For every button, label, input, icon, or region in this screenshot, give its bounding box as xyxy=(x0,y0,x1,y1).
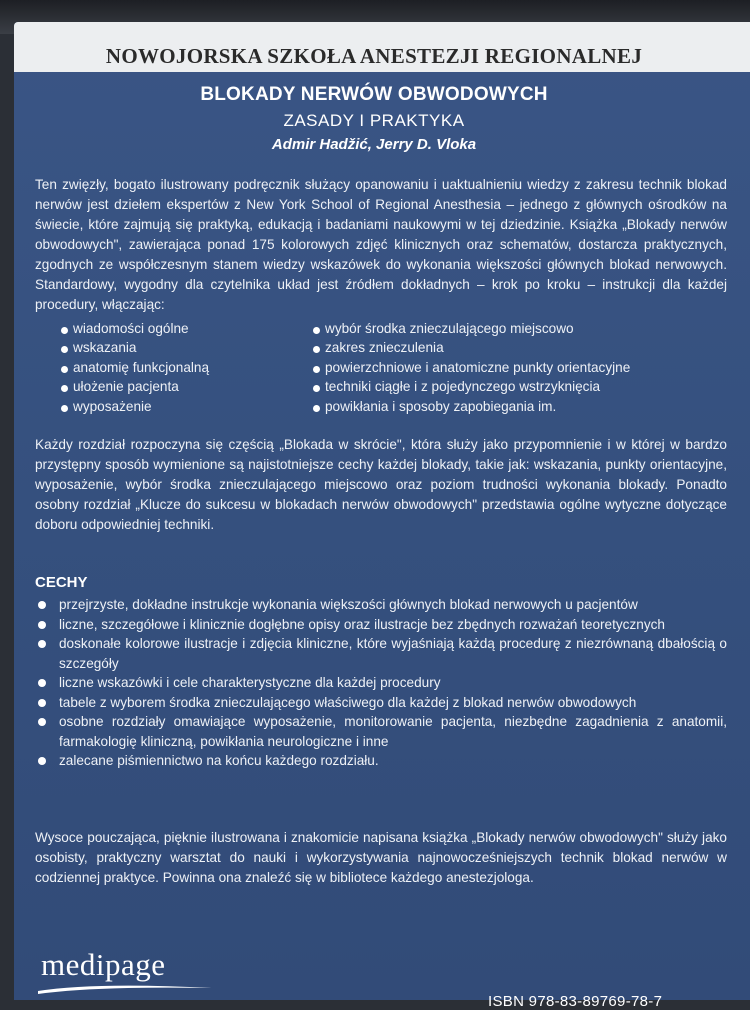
list-item: liczne wskazówki i cele charakterystyczne dla każdej procedury xyxy=(35,673,727,693)
list-item: osobne rozdziały omawiające wyposażenie, monitorowanie pacjenta, niezbędne zagadnienia z anatomii, farmakologię kliniczną, powikłania neurologiczne i inne xyxy=(35,712,727,751)
book-title: BLOKADY NERWÓW OBWODOWYCH xyxy=(200,84,548,105)
chapter-paragraph: Każdy rozdział rozpoczyna się częścią „Blokada w skrócie", która służy jako przypomnienie i w której w bardzo przystępny sposób wymienione są najistotniejsze cechy każdej blokady, takie jak: wskazania, punkty orientacyjne, wyposażenie, wybór środka znieczulającego miejscowo oraz poziom trudności wykonania blokady. Ponadto osobny rozdział „Klucze do sukcesu w blokadach nerwów obwodowych" przedstawia ogólne wytyczne dotyczące doboru odpowiedniej techniki. xyxy=(35,437,727,532)
features-list xyxy=(35,595,727,771)
list-item: powikłania i sposoby zapobiegania im. xyxy=(311,399,711,418)
list-item: anatomię funkcjonalną xyxy=(59,360,311,379)
list-item: zalecane piśmiennictwo na końcu każdego rozdziału. xyxy=(35,751,727,771)
list-item: ułożenie pacjenta xyxy=(59,379,311,398)
series-title: NOWOJORSKA SZKOŁA ANESTEZJI REGIONALNEJ xyxy=(105,44,643,68)
isbn-number: ISBN 978-83-89769-78-7 xyxy=(488,993,663,1010)
list-item: wyposażenie xyxy=(59,399,311,418)
list-item: doskonałe kolorowe ilustracje i zdjęcia kliniczne, które wyjaśniają każdą procedurę z niezrównaną dbałością o szczegóły xyxy=(35,634,727,673)
features-heading: CECHY xyxy=(35,574,88,591)
book-subtitle: ZASADY I PRAKTYKA xyxy=(283,111,465,130)
publisher-logo: medipage xyxy=(41,947,166,982)
list-item: zakres znieczulenia xyxy=(311,340,711,359)
closing-paragraph: Wysoce pouczająca, pięknie ilustrowana i znakomicie napisana książka „Blokady nerwów obwodowych" służy jako osobisty, praktyczny warsztat do nauki i wykorzystywania najnowocześniejszych technik blokad nerwów w codziennej praktyce. Powinna ona znaleźć się w bibliotece każdego anestezjologa. xyxy=(35,830,727,885)
list-item: wiadomości ogólne xyxy=(59,321,311,340)
procedure-list xyxy=(59,321,719,431)
list-item: liczne, szczegółowe i klinicznie dogłębne opisy oraz ilustracje bez zbędnych rozważań teoretycznych xyxy=(35,615,727,635)
list-item: wskazania xyxy=(59,340,311,359)
list-item: wybór środka znieczulającego miejscowo xyxy=(311,321,711,340)
logo-swoosh-icon xyxy=(36,982,214,996)
book-authors: Admir Hadžić, Jerry D. Vloka xyxy=(271,136,477,153)
list-item: techniki ciągłe i z pojedynczego wstrzyknięcia xyxy=(311,379,711,398)
book-back-cover xyxy=(14,22,750,1010)
intro-paragraph: Ten zwięzły, bogato ilustrowany podręcznik służący opanowaniu i uaktualnieniu wiedzy z zakresu technik blokad nerwów jest dziełem ekspertów z New York School of Regional Anesthesia – jednego z głównych ośrodków na świecie, które zajmują się praktyką, edukacją i badaniami naukowymi w tej dziedzinie. Książka „Blokady nerwów obwodowych", zawierająca ponad 175 kolorowych zdjęć klinicznych oraz schematów, dostarcza praktycznych, zgodnych ze współczesnym stanem wiedzy wskazówek do wykonania większości głównych blokad nerwowych. Standardowy, wygodny dla czytelnika układ jest źródłem dokładnych – krok po kroku – instrukcji dla każdej procedury, włączając: xyxy=(35,177,727,312)
list-item: przejrzyste, dokładne instrukcje wykonania większości głównych blokad nerwowych u pacjentów xyxy=(35,595,727,615)
list-item: tabele z wyborem środka znieczulającego właściwego dla każdej z blokad nerwów obwodowych xyxy=(35,693,727,713)
series-header-band xyxy=(14,22,750,72)
list-item: powierzchniowe i anatomiczne punkty orientacyjne xyxy=(311,360,711,379)
